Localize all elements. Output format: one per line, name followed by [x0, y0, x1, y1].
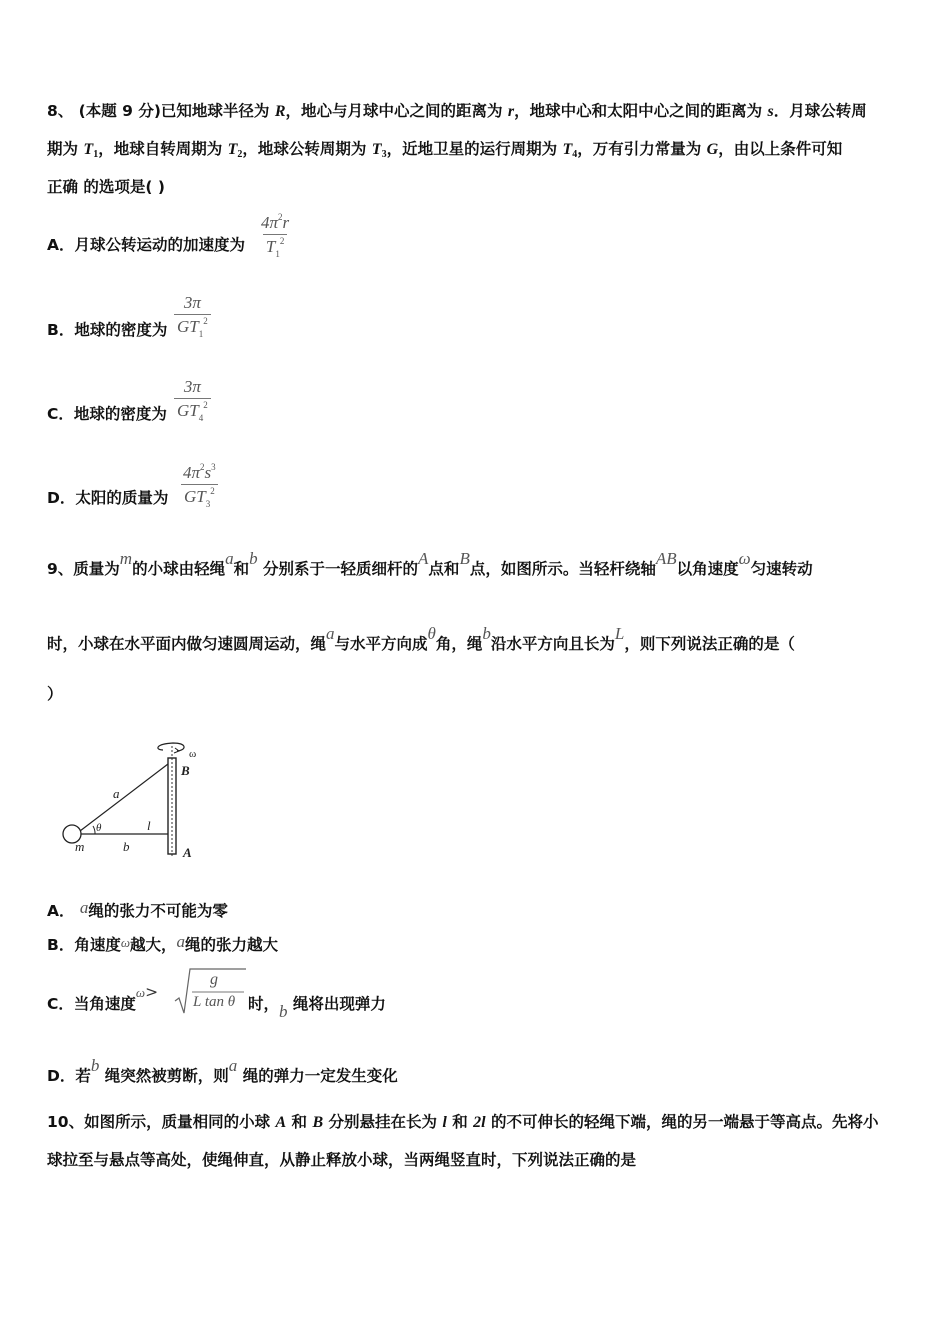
fraction-denominator: [181, 484, 218, 509]
q8-option-a-formula: [258, 212, 292, 259]
den-main: GT: [177, 401, 199, 420]
q10-text: 和: [446, 1113, 474, 1131]
figure-label-l: l: [147, 818, 151, 833]
q10-text: 的不可伸长的轻绳下端，绳的另一端悬于等高点。先将小: [485, 1113, 879, 1131]
num-tail: s: [204, 463, 212, 482]
q9-text: 匀速转动: [750, 560, 813, 578]
den-sup: 2: [210, 486, 215, 496]
q8-option-b: B．地球的密度为: [47, 321, 168, 339]
num-main: 4π: [183, 463, 201, 482]
var-A: A: [275, 1114, 287, 1131]
q8-option-d-formula: [180, 462, 219, 509]
option-text: 时，: [248, 995, 280, 1013]
var-T1: T: [83, 141, 94, 158]
q9-text: 分别系于一轻质细杆的: [263, 560, 419, 578]
q9-option-c: [47, 983, 159, 1015]
option-text: 越大，: [130, 936, 177, 954]
num-main: 4π: [261, 213, 279, 232]
var-A: A: [418, 549, 429, 568]
var-a: a: [228, 1056, 238, 1075]
var-theta: θ: [427, 624, 436, 643]
var-T3-sub: 3: [381, 149, 387, 160]
var-T3: T: [371, 141, 382, 158]
q8-text: ，地球公转周期为: [242, 140, 372, 158]
var-T2-sub: 2: [237, 149, 243, 160]
den-sup: 2: [203, 316, 208, 326]
q8-text: ，地心与月球中心之间的距离为: [285, 102, 508, 120]
var-b: b: [279, 1002, 288, 1021]
fraction-numerator: 3π: [183, 293, 201, 312]
q10-text: 分别悬挂在长为: [323, 1113, 443, 1131]
q8-option-b-formula: [174, 293, 211, 339]
q8-option-d: D．太阳的质量为: [47, 489, 169, 507]
rotation-arrow-icon: [158, 743, 184, 751]
den-sub: 4: [198, 413, 204, 423]
q9-text: 点和: [428, 560, 460, 578]
var-2l: 2l: [473, 1114, 486, 1131]
q9-text: 与水平方向成: [334, 635, 428, 653]
figure-label-B: B: [181, 763, 190, 778]
fraction-numerator: [180, 462, 219, 484]
sqrt-numerator: g: [210, 971, 218, 988]
q9-text: 时，小球在水平面内做匀速圆周运动，绳: [47, 635, 327, 653]
figure-label-theta: θ: [96, 822, 102, 834]
q9-option-c-tail: [248, 994, 386, 1021]
option-text: 绳突然被剪断，则: [104, 1067, 229, 1085]
var-R: R: [274, 103, 286, 120]
q8-line-3: 正确 的选项是( ): [47, 178, 165, 196]
var-m: m: [119, 549, 133, 568]
fraction-denominator: [174, 398, 211, 423]
q10-text: 10、如图所示，质量相同的小球: [47, 1113, 276, 1131]
den-sub: 3: [205, 499, 211, 509]
q8-text: ，近地卫星的运行周期为: [386, 140, 563, 158]
var-l: l: [442, 1114, 447, 1131]
var-omega: ω: [120, 935, 131, 950]
den-sup: 2: [203, 400, 208, 410]
var-B: B: [459, 549, 470, 568]
den-main: T: [265, 237, 276, 256]
figure-label-m: m: [75, 839, 85, 854]
option-label: A．: [47, 902, 75, 920]
q8-text: ．月球公转周: [773, 102, 867, 120]
var-T4-sub: 4: [572, 149, 578, 160]
q9-option-a: [47, 898, 228, 921]
theta-arc: [93, 826, 95, 834]
q9-text: 以角速度: [676, 560, 739, 578]
var-s: s: [767, 103, 774, 120]
q9-line-2: [47, 624, 795, 654]
q8-option-a: A．月球公转运动的加速度为: [47, 236, 245, 254]
q9-line-1: [47, 549, 813, 579]
greater-than-sign: >: [145, 983, 159, 1001]
option-label: B．角速度: [47, 936, 121, 954]
option-text: 绳的张力越大: [185, 936, 279, 954]
var-a: a: [326, 624, 335, 643]
q9-option-d: [47, 1056, 398, 1086]
q9-figure: [55, 738, 215, 868]
option-text: 绳将出现弹力: [292, 995, 386, 1013]
option-label: D．若: [47, 1067, 91, 1085]
fraction-numerator: 3π: [183, 377, 201, 396]
q10-line-2: 球拉至与悬点等高处，使绳伸直，从静止释放小球，当两绳竖直时，下列说法正确的是: [47, 1151, 637, 1169]
var-a: a: [176, 932, 186, 951]
figure-label-omega: ω: [189, 748, 197, 760]
figure-label-A: A: [183, 845, 192, 860]
q9-text: 和: [233, 560, 250, 578]
q9-text: 点，如图所示。当轻杆绕轴: [469, 560, 656, 578]
num-tail: r: [282, 213, 290, 232]
q10-text: 和: [286, 1113, 313, 1131]
q9-option-b: [47, 932, 279, 956]
var-omega: ω: [738, 549, 751, 568]
var-r: r: [507, 103, 515, 120]
fraction-denominator: [263, 234, 287, 259]
q8-text: ，万有引力常量为: [577, 140, 707, 158]
sqrt-denominator: L tan θ: [193, 994, 236, 1010]
num-sup: 2: [200, 462, 205, 472]
var-L: L: [614, 624, 625, 643]
arrowhead-icon: [174, 748, 179, 753]
var-a: a: [225, 549, 234, 568]
q8-option-c-formula: [174, 377, 211, 423]
q8-line-1: [47, 101, 867, 122]
var-b: b: [249, 549, 258, 568]
var-T1-sub: 1: [93, 149, 99, 160]
q9-text: 角，绳: [435, 635, 483, 653]
rope-a: [80, 764, 168, 831]
option-text: 绳的弹力一定发生变化: [242, 1067, 398, 1085]
figure-label-b: b: [123, 839, 130, 854]
den-main: GT: [177, 317, 199, 336]
q8-text: 8、 (本题 9 分)已知地球半径为: [47, 102, 275, 120]
fraction-numerator: [258, 212, 292, 234]
option-text: 绳的张力不可能为零: [88, 902, 228, 920]
var-T2: T: [227, 141, 238, 158]
q8-text: ，地球自转周期为: [98, 140, 228, 158]
den-main: GT: [183, 487, 206, 506]
q8-option-c: C．地球的密度为: [47, 405, 167, 423]
q9-text: 沿水平方向且长为: [490, 635, 615, 653]
q9-line-3: ）: [47, 685, 63, 703]
num-sup-2: 3: [211, 462, 216, 472]
den-sup: 2: [279, 236, 285, 246]
q8-line-2: [47, 139, 842, 165]
var-omega: ω: [135, 985, 146, 1000]
q8-text: ，由以上条件可知: [718, 140, 843, 158]
var-B: B: [312, 1114, 324, 1131]
figure-label-a: a: [113, 786, 120, 801]
den-sub: 1: [198, 329, 204, 339]
q9-option-c-formula: [174, 965, 248, 1015]
q10-line-1: [47, 1112, 879, 1133]
den-sub: 1: [275, 249, 280, 259]
var-AB: AB: [655, 549, 677, 568]
var-a: a: [79, 898, 89, 917]
fraction-denominator: [174, 314, 211, 339]
q9-text: 的小球由轻绳: [132, 560, 226, 578]
q9-text: 9、质量为: [47, 560, 120, 578]
num-sup: 2: [278, 212, 283, 222]
option-label: C．当角速度: [47, 995, 136, 1013]
q8-text: ，地球中心和太阳中心之间的距离为: [514, 102, 768, 120]
q9-text: ，则下列说法正确的是（: [624, 635, 795, 653]
var-G: G: [706, 141, 719, 158]
q8-text: 期为: [47, 140, 84, 158]
var-T4: T: [562, 141, 573, 158]
var-b: b: [482, 624, 491, 643]
var-b: b: [90, 1056, 100, 1075]
